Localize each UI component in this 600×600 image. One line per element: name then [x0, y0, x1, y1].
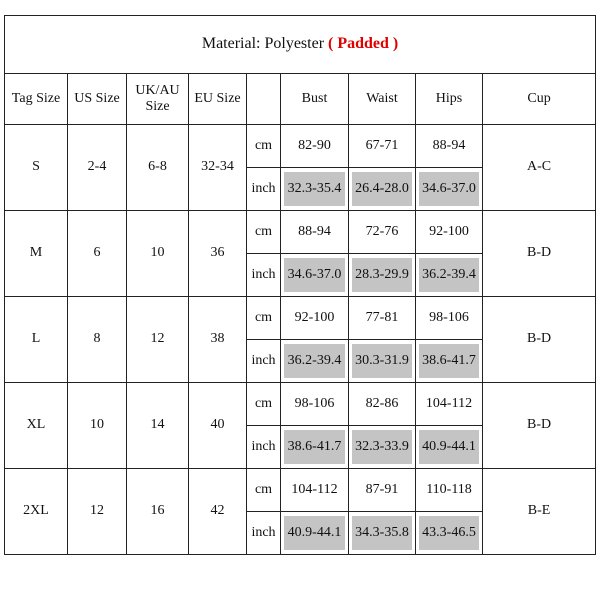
header-hips: Hips	[416, 74, 483, 125]
cup-cell: B-D	[483, 211, 596, 297]
bust-inch-cell	[281, 168, 349, 211]
size-eu-cell: 40	[189, 383, 247, 469]
waist-inch-value: 34.3-35.8	[352, 516, 412, 550]
bust-cm-cell: 88-94	[281, 211, 349, 254]
header-uk-line1: UK/AU	[135, 82, 180, 98]
waist-cm-cell: 82-86	[349, 383, 416, 426]
hips-cm-cell: 104-112	[416, 383, 483, 426]
size-us-cell: 2-4	[68, 125, 127, 211]
hips-inch-cell	[416, 426, 483, 469]
hips-cm-cell: 92-100	[416, 211, 483, 254]
unit-cm-label: cm	[247, 469, 281, 512]
bust-cm-cell: 82-90	[281, 125, 349, 168]
title-text: Material: Polyester	[201, 35, 325, 53]
table-row-cm	[5, 469, 596, 512]
size-eu-cell: 32-34	[189, 125, 247, 211]
cup-cell: B-D	[483, 297, 596, 383]
header-uk-line2: Size	[145, 99, 170, 114]
hips-cm-cell: 88-94	[416, 125, 483, 168]
size-us-cell: 10	[68, 383, 127, 469]
size-uk-cell: 14	[127, 383, 189, 469]
unit-inch-label: inch	[247, 512, 281, 555]
size-tag-cell: M	[5, 211, 68, 297]
hips-inch-value: 43.3-46.5	[419, 516, 479, 550]
size-tag-cell: XL	[5, 383, 68, 469]
cup-cell: B-E	[483, 469, 596, 555]
cup-cell: A-C	[483, 125, 596, 211]
hips-cm-cell: 98-106	[416, 297, 483, 340]
unit-cm-label: cm	[247, 383, 281, 426]
bust-inch-value: 40.9-44.1	[284, 516, 345, 550]
header-tag-size: Tag Size	[5, 74, 68, 125]
unit-cm-label: cm	[247, 211, 281, 254]
hips-inch-value: 38.6-41.7	[419, 344, 479, 378]
table-title	[5, 16, 596, 74]
header-waist: Waist	[349, 74, 416, 125]
header-row	[5, 74, 596, 125]
size-uk-cell: 12	[127, 297, 189, 383]
header-eu-size: EU Size	[189, 74, 247, 125]
header-unit	[247, 74, 281, 125]
padded-label: ( Padded )	[328, 35, 399, 53]
hips-inch-cell	[416, 254, 483, 297]
hips-inch-value: 40.9-44.1	[419, 430, 479, 464]
unit-inch-label: inch	[247, 254, 281, 297]
waist-inch-cell	[349, 512, 416, 555]
waist-cm-cell: 72-76	[349, 211, 416, 254]
hips-inch-value: 36.2-39.4	[419, 258, 479, 292]
hips-inch-cell	[416, 340, 483, 383]
unit-cm-label: cm	[247, 125, 281, 168]
bust-inch-value: 36.2-39.4	[284, 344, 345, 378]
size-uk-cell: 16	[127, 469, 189, 555]
hips-inch-cell	[416, 512, 483, 555]
bust-inch-value: 32.3-35.4	[284, 172, 345, 206]
table-row-cm	[5, 125, 596, 168]
bust-inch-value: 34.6-37.0	[284, 258, 345, 292]
size-tag-cell: 2XL	[5, 469, 68, 555]
size-chart	[4, 15, 595, 585]
bust-cm-cell: 92-100	[281, 297, 349, 340]
size-eu-cell: 42	[189, 469, 247, 555]
table-row-cm	[5, 383, 596, 426]
bust-inch-cell	[281, 254, 349, 297]
size-table	[4, 15, 596, 555]
header-bust: Bust	[281, 74, 349, 125]
table-row-cm	[5, 297, 596, 340]
unit-cm-label: cm	[247, 297, 281, 340]
bust-inch-value: 38.6-41.7	[284, 430, 345, 464]
waist-inch-cell	[349, 254, 416, 297]
size-tag-cell: L	[5, 297, 68, 383]
hips-cm-cell: 110-118	[416, 469, 483, 512]
waist-cm-cell: 67-71	[349, 125, 416, 168]
bust-inch-cell	[281, 512, 349, 555]
bust-cm-cell: 104-112	[281, 469, 349, 512]
size-eu-cell: 38	[189, 297, 247, 383]
waist-inch-value: 30.3-31.9	[352, 344, 412, 378]
waist-cm-cell: 77-81	[349, 297, 416, 340]
header-us-size: US Size	[68, 74, 127, 125]
bust-inch-cell	[281, 426, 349, 469]
size-us-cell: 8	[68, 297, 127, 383]
bust-cm-cell: 98-106	[281, 383, 349, 426]
waist-inch-cell	[349, 340, 416, 383]
waist-cm-cell: 87-91	[349, 469, 416, 512]
header-uk-size	[127, 74, 189, 125]
waist-inch-value: 32.3-33.9	[352, 430, 412, 464]
bust-inch-cell	[281, 340, 349, 383]
size-us-cell: 6	[68, 211, 127, 297]
size-eu-cell: 36	[189, 211, 247, 297]
size-uk-cell: 6-8	[127, 125, 189, 211]
unit-inch-label: inch	[247, 168, 281, 211]
waist-inch-cell	[349, 168, 416, 211]
size-uk-cell: 10	[127, 211, 189, 297]
table-row-cm	[5, 211, 596, 254]
hips-inch-cell	[416, 168, 483, 211]
hips-inch-value: 34.6-37.0	[419, 172, 479, 206]
waist-inch-value: 26.4-28.0	[352, 172, 412, 206]
waist-inch-cell	[349, 426, 416, 469]
unit-inch-label: inch	[247, 426, 281, 469]
waist-inch-value: 28.3-29.9	[352, 258, 412, 292]
header-cup: Cup	[483, 74, 596, 125]
unit-inch-label: inch	[247, 340, 281, 383]
cup-cell: B-D	[483, 383, 596, 469]
size-us-cell: 12	[68, 469, 127, 555]
size-tag-cell: S	[5, 125, 68, 211]
